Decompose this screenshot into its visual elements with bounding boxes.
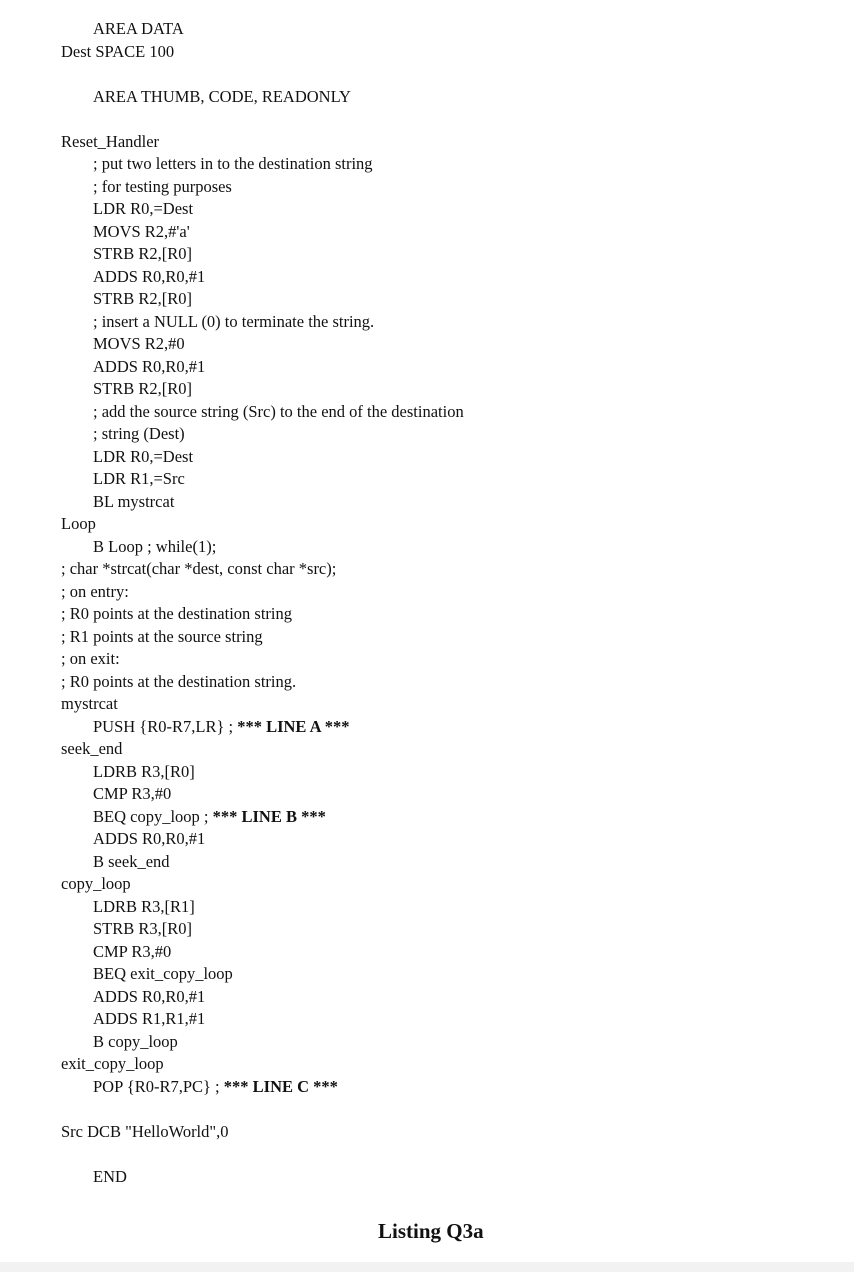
code-line xyxy=(0,18,854,41)
code-text: exit_copy_loop xyxy=(61,1054,164,1073)
code-text: Src DCB "HelloWorld",0 xyxy=(61,1121,229,1141)
code-text: Reset_Handler xyxy=(61,131,160,151)
code-line xyxy=(0,896,854,919)
code-text: mystrcat xyxy=(61,694,118,713)
blank-line xyxy=(0,108,854,131)
code-text: B copy_loop xyxy=(93,1031,178,1051)
code-line xyxy=(0,693,854,716)
code-line xyxy=(0,221,854,244)
code-line xyxy=(0,243,854,266)
code-text: ADDS R0,R0,#1 xyxy=(93,356,206,376)
code-text: STRB R2,[R0] xyxy=(93,244,193,263)
code-text: B seek_end xyxy=(93,851,170,871)
code-text: ; R1 points at the source string xyxy=(61,626,263,646)
code-text: B Loop ; while(1); xyxy=(93,536,217,556)
code-text: Loop xyxy=(61,514,96,533)
code-text: copy_loop xyxy=(61,874,131,893)
code-line xyxy=(0,333,854,356)
code-text: ADDS R0,R0,#1 xyxy=(93,829,206,848)
code-line xyxy=(0,1121,854,1144)
page-bottom-edge xyxy=(0,1262,854,1272)
code-text: ; R0 points at the destination string. xyxy=(61,671,297,691)
code-line xyxy=(0,356,854,379)
code-text: LDR R0,=Dest xyxy=(93,446,194,466)
code-text: ; R0 points at the destination string xyxy=(61,604,292,623)
code-line xyxy=(0,806,854,829)
code-line xyxy=(0,648,854,671)
code-text: LDRB R3,[R1] xyxy=(93,896,195,916)
code-text: AREA THUMB, CODE, READONLY xyxy=(93,86,351,106)
blank-line xyxy=(0,1143,854,1166)
code-line xyxy=(0,131,854,154)
code-line xyxy=(0,738,854,761)
code-line xyxy=(0,153,854,176)
code-line xyxy=(0,401,854,424)
code-text: MOVS R2,#'a' xyxy=(93,221,190,241)
code-text: STRB R2,[R0] xyxy=(93,289,193,308)
line-marker: *** LINE C *** xyxy=(223,1076,338,1096)
code-line xyxy=(0,1166,854,1189)
code-text: PUSH {R0-R7,LR} ; xyxy=(93,716,238,736)
code-line xyxy=(0,873,854,896)
code-line xyxy=(0,491,854,514)
code-line xyxy=(0,761,854,784)
code-line xyxy=(0,851,854,874)
code-text: END xyxy=(93,1166,127,1186)
code-line xyxy=(0,918,854,941)
code-text: ; for testing purposes xyxy=(93,176,232,196)
code-line xyxy=(0,1008,854,1031)
code-text: AREA DATA xyxy=(93,19,184,38)
code-text: ; on exit: xyxy=(61,649,120,668)
code-listing xyxy=(0,18,854,1188)
code-text: LDRB R3,[R0] xyxy=(93,761,195,781)
line-marker: *** LINE B *** xyxy=(212,806,326,826)
code-text: ; on entry: xyxy=(61,581,129,601)
code-text: STRB R3,[R0] xyxy=(93,919,193,938)
code-text: CMP R3,#0 xyxy=(93,941,172,961)
code-line xyxy=(0,716,854,739)
code-line xyxy=(0,513,854,536)
code-line xyxy=(0,536,854,559)
code-line xyxy=(0,1076,854,1099)
code-text: MOVS R2,#0 xyxy=(93,334,185,353)
code-line xyxy=(0,266,854,289)
code-text: seek_end xyxy=(61,739,123,758)
code-line xyxy=(0,86,854,109)
code-line xyxy=(0,581,854,604)
code-text: STRB R2,[R0] xyxy=(93,379,193,398)
code-line xyxy=(0,783,854,806)
code-text: ADDS R0,R0,#1 xyxy=(93,266,206,286)
code-line xyxy=(0,1053,854,1076)
code-line xyxy=(0,176,854,199)
code-line xyxy=(0,378,854,401)
code-text: BL mystrcat xyxy=(93,491,175,511)
code-line xyxy=(0,468,854,491)
listing-caption: Listing Q3a xyxy=(378,1219,484,1243)
code-text: ; insert a NULL (0) to terminate the string. xyxy=(93,311,375,331)
code-line xyxy=(0,626,854,649)
code-line xyxy=(0,311,854,334)
code-text: ; put two letters in to the destination string xyxy=(93,154,373,173)
code-text: ; string (Dest) xyxy=(93,424,185,443)
code-line xyxy=(0,603,854,626)
blank-line xyxy=(0,63,854,86)
code-line xyxy=(0,423,854,446)
code-line xyxy=(0,941,854,964)
code-line xyxy=(0,288,854,311)
code-text: CMP R3,#0 xyxy=(93,784,172,803)
code-line xyxy=(0,198,854,221)
blank-line xyxy=(0,1098,854,1121)
code-line xyxy=(0,828,854,851)
code-line xyxy=(0,671,854,694)
code-line xyxy=(0,558,854,581)
line-marker: *** LINE A *** xyxy=(237,716,350,736)
code-text: LDR R0,=Dest xyxy=(93,199,194,218)
code-text: ; add the source string (Src) to the end of the destination xyxy=(93,401,464,421)
code-text: BEQ copy_loop ; xyxy=(93,806,213,826)
code-text: ADDS R0,R0,#1 xyxy=(93,986,206,1006)
code-line xyxy=(0,446,854,469)
code-text: Dest SPACE 100 xyxy=(61,41,175,61)
code-text: LDR R1,=Src xyxy=(93,469,185,488)
code-line xyxy=(0,41,854,64)
code-line xyxy=(0,963,854,986)
code-line xyxy=(0,1031,854,1054)
code-text: ADDS R1,R1,#1 xyxy=(93,1009,206,1028)
code-text: POP {R0-R7,PC} ; xyxy=(93,1076,224,1096)
code-text: BEQ exit_copy_loop xyxy=(93,964,233,983)
code-line xyxy=(0,986,854,1009)
code-text: ; char *strcat(char *dest, const char *src); xyxy=(61,559,337,578)
